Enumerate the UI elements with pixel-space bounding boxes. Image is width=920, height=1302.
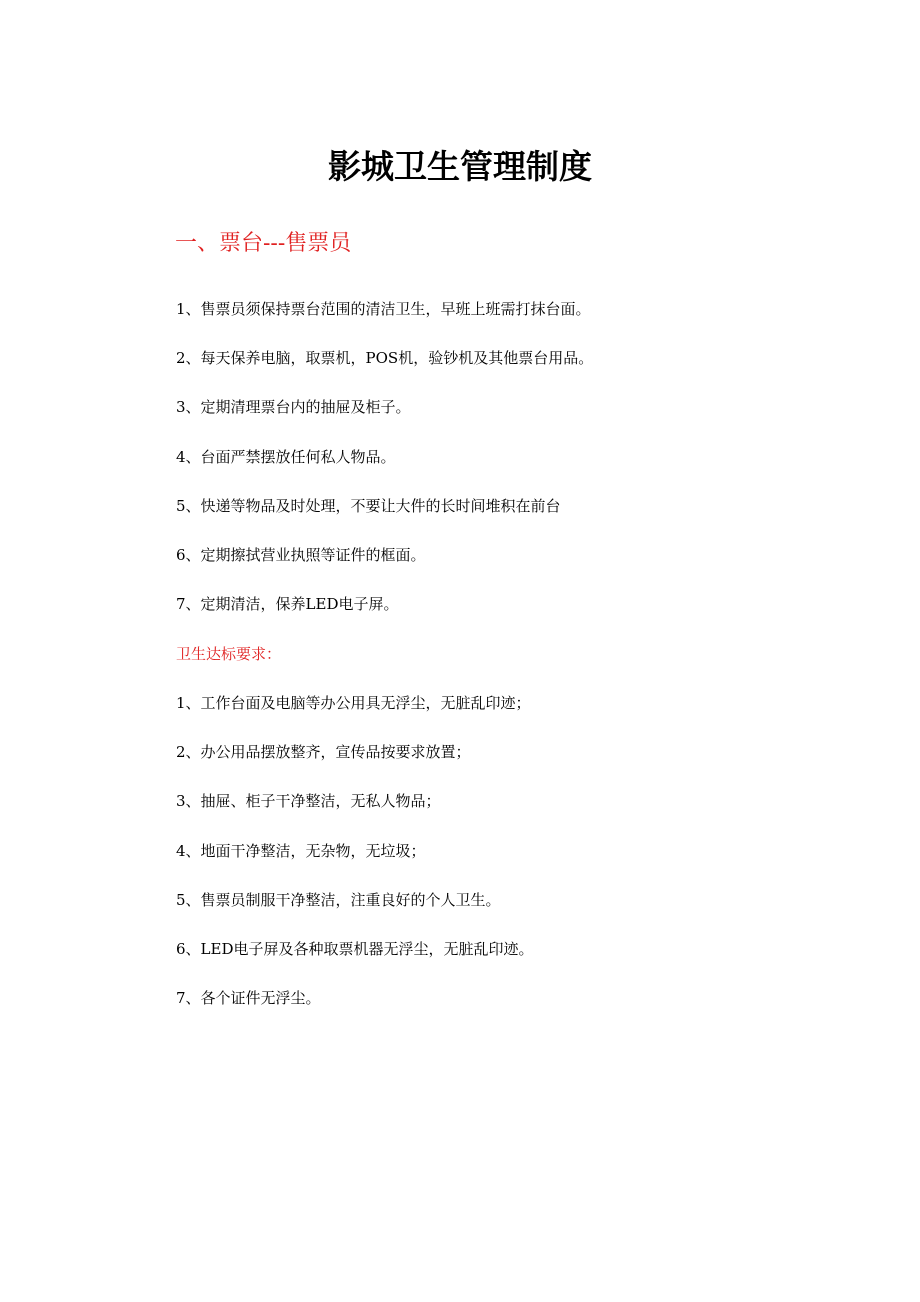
page-title: 影城卫生管理制度 [328,147,592,186]
list-item: 3、定期清理票台内的抽屉及柜子。 [176,398,411,416]
list-item: 1、售票员须保持票台范围的清洁卫生，早班上班需打抹台面。 [176,300,591,318]
list-item: 4、地面干净整洁，无杂物，无垃圾； [176,842,426,860]
list-item: 2、办公用品摆放整齐，宣传品按要求放置； [176,743,471,761]
list-item: 7、各个证件无浮尘。 [176,989,321,1007]
standards-heading: 卫生达标要求： [176,645,282,663]
list-item: 5、快递等物品及时处理，不要让大件的长时间堆积在前台 [176,497,561,515]
list-item: 5、售票员制服干净整洁，注重良好的个人卫生。 [176,891,501,909]
list-item: 6、LED电子屏及各种取票机器无浮尘，无脏乱印迹。 [176,940,534,958]
list-item: 3、抽屉、柜子干净整洁，无私人物品； [176,792,441,810]
list-item: 4、台面严禁摆放任何私人物品。 [176,448,396,466]
list-item: 6、定期擦拭营业执照等证件的框面。 [176,546,426,564]
list-item: 1、工作台面及电脑等办公用具无浮尘，无脏乱印迹； [176,694,531,712]
list-item: 7、定期清洁，保养LED电子屏。 [176,595,399,613]
section-heading-ticket-counter: 一、票台---售票员 [175,231,352,256]
list-item: 2、每天保养电脑，取票机，POS机，验钞机及其他票台用品。 [176,349,594,367]
